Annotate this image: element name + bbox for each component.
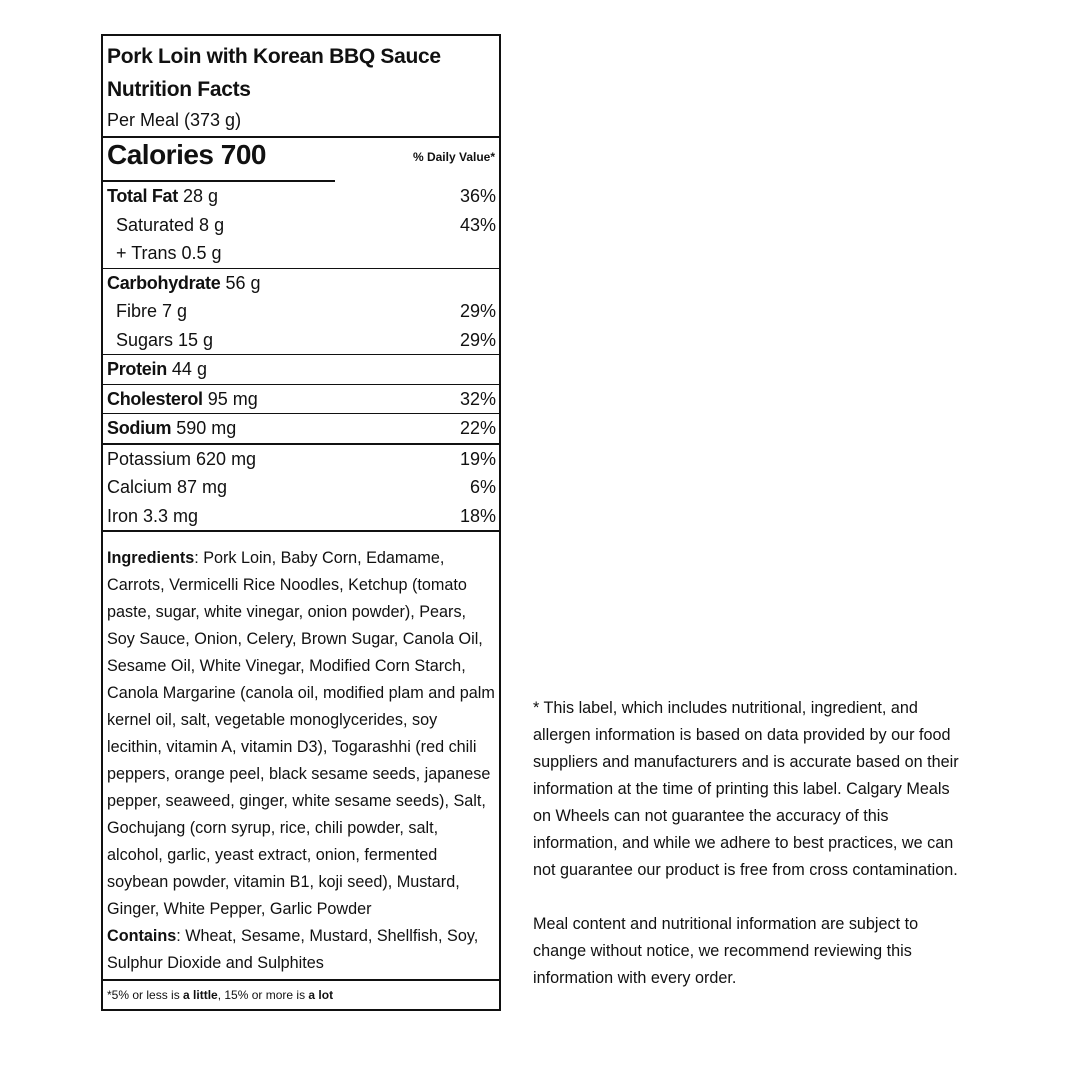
carbohydrate-label: Carbohydrate [107,272,221,293]
footnote-little: a little [183,988,218,1002]
footnote-pre: *5% or less is [107,988,184,1002]
fibre-text: Fibre 7 g [116,301,188,321]
saturated-dv: 43% [459,214,496,235]
trans-text: + Trans 0.5 g [116,243,222,263]
potassium-text: Potassium 620 mg [107,448,257,469]
ingredients-text: : Pork Loin, Baby Corn, Edamame, Carrots, Vermicelli Rice Noodles, Ketchup (tomato paste, sugar, white vinegar, onion powder), Pears, Soy Sauce, Onion, Celery, Brown Sugar, Canola Oil, Sesame Oil, White Vinegar, Modified Corn Starch, Canola Margarine (canola oil, modified plam and palm kernel oil, salt, vegetable monoglycerides, soy lecithin, vitamin A, vitamin D3), Togarashhi (red chili peppers, orange peel, black sesame seeds, japanese pepper, seaweed, ginger, white sesame seeds), Salt, Gochujang (corn syrup, rice, chili powder, salt, alcohol, garlic, yeast extract, onion, fermented soybean powder, vitamin B1, koji seed), Mustard, Ginger, White Pepper, Garlic Powder [107,549,495,918]
total-fat-amount: 28 g [177,186,219,206]
product-name: Pork Loin with Korean BBQ Sauce [107,45,441,68]
potassium-row [103,443,499,474]
total-fat-label: Total Fat [107,186,178,206]
sodium-row [103,413,499,443]
serving-size: Per Meal (373 g) [107,110,242,130]
label-header [103,36,499,136]
saturated-text: Saturated 8 g [116,214,225,235]
sodium-dv: 22% [459,418,496,438]
calories: Calories 700 [107,139,266,170]
nutrition-label [101,34,501,1011]
contains-paragraph [107,923,495,977]
calories-row [103,136,499,182]
iron-text: Iron 3.3 mg [107,505,199,526]
daily-value-header: % Daily Value* [412,150,495,164]
cholesterol-amount: 95 mg [202,388,258,409]
protein-label: Protein [107,359,167,379]
ingredients-paragraph [107,545,495,923]
protein-amount: 44 g [166,359,207,379]
nutrition-facts-heading: Nutrition Facts [107,78,251,101]
cholesterol-label: Cholesterol [107,388,203,409]
saturated-row [103,211,499,240]
iron-row [103,502,499,531]
disclaimer-paragraph-1: * This label, which includes nutritional, ingredient, and allergen information is based on data provided by our food suppliers and manufacturers and is accurate based on their information at the time of printing this label. Calgary Meals on Wheels can not guarantee the accuracy of this information, and while we adhere to best practices, we can not guarantee our product is free from cross contamination. [533,699,959,879]
total-fat-dv: 36% [459,186,496,206]
daily-value-footnote [103,979,499,1009]
potassium-dv: 19% [459,448,496,469]
sugars-text: Sugars 15 g [116,329,214,350]
total-fat-row [103,182,499,211]
ingredients-label: Ingredients [107,549,195,567]
cholesterol-dv: 32% [459,388,496,409]
cholesterol-row [103,384,499,414]
sugars-dv: 29% [459,329,496,350]
calcium-row [103,473,499,502]
contains-label: Contains [107,927,177,945]
carbohydrate-amount: 56 g [220,272,261,293]
disclaimer [533,695,965,992]
disclaimer-paragraph-2: Meal content and nutritional information are subject to change without notice, we recommend reviewing this information with every order. [533,915,919,987]
protein-row [103,354,499,384]
sugars-row [103,326,499,355]
contains-text: : Wheat, Sesame, Mustard, Shellfish, Soy, Sulphur Dioxide and Sulphites [107,927,479,972]
fibre-dv: 29% [459,301,496,321]
footnote-lot: a lot [308,988,334,1002]
calories-divider [103,180,335,182]
calcium-text: Calcium 87 mg [107,477,228,497]
sodium-amount: 590 mg [171,418,237,438]
carbohydrate-row [103,268,499,298]
sodium-label: Sodium [107,418,172,438]
calcium-dv: 6% [469,477,496,497]
ingredients-section [103,530,499,979]
trans-row [103,239,499,268]
iron-dv: 18% [459,505,496,526]
fibre-row [103,297,499,326]
footnote-mid: , 15% or more is [217,988,309,1002]
